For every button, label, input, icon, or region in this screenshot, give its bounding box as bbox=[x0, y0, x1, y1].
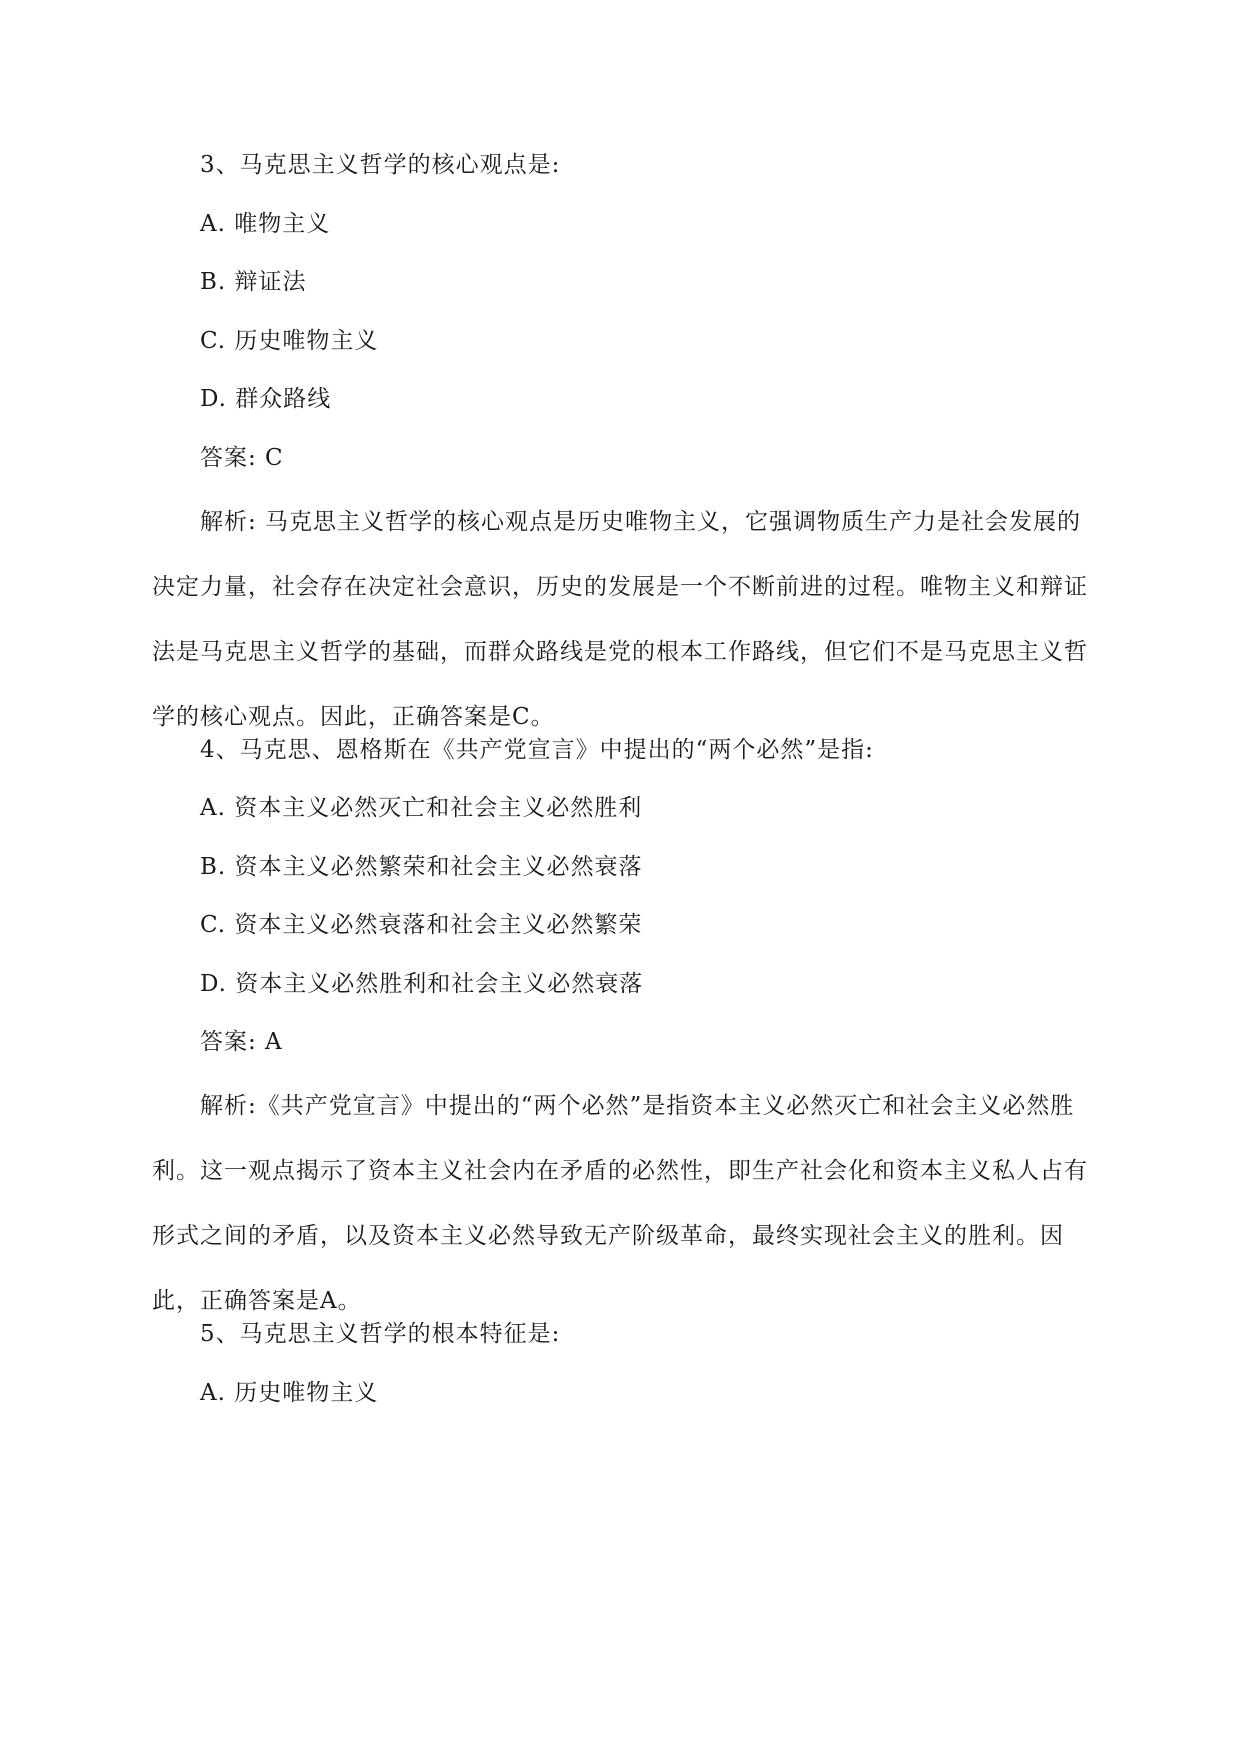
question-3-option-c: C. 历史唯物主义 bbox=[200, 328, 379, 354]
question-3-option-d: D. 群众路线 bbox=[200, 386, 332, 412]
question-4-option-c: C. 资本主义必然衰落和社会主义必然繁荣 bbox=[200, 912, 643, 938]
question-4-answer: 答案: A bbox=[200, 1029, 283, 1055]
question-4-option-d: D. 资本主义必然胜利和社会主义必然衰落 bbox=[200, 971, 644, 997]
question-3-option-b: B. 辩证法 bbox=[200, 269, 307, 295]
question-5-option-a: A. 历史唯物主义 bbox=[200, 1380, 379, 1406]
question-3-analysis bbox=[152, 490, 1088, 750]
question-4-analysis bbox=[152, 1074, 1088, 1334]
question-4-analysis-text: 解析:《共产党宣言》中提出的“两个必然”是指资本主义必然灭亡和社会主义必然胜利。这一观点揭示了资本主义社会内在矛盾的必然性，即生产社会化和资本主义私人占有形式之间的矛盾，以及资本主义必然导致无产阶级革命，最终实现社会主义的胜利。因此，正确答案是A。 bbox=[152, 1093, 1088, 1314]
question-4-option-a: A. 资本主义必然灭亡和社会主义必然胜利 bbox=[200, 795, 643, 821]
question-4-stem: 4、马克思、恩格斯在《共产党宣言》中提出的“两个必然”是指: bbox=[200, 737, 874, 763]
question-4-option-b: B. 资本主义必然繁荣和社会主义必然衰落 bbox=[200, 854, 643, 880]
question-3-analysis-text: 解析: 马克思主义哲学的核心观点是历史唯物主义，它强调物质生产力是社会发展的决定力量，社会存在决定社会意识，历史的发展是一个不断前进的过程。唯物主义和辩证法是马克思主义哲学的基础，而群众路线是党的根本工作路线，但它们不是马克思主义哲学的核心观点。因此，正确答案是C。 bbox=[152, 509, 1088, 730]
question-3-stem: 3、马克思主义哲学的核心观点是: bbox=[200, 152, 561, 178]
question-3-answer: 答案: C bbox=[200, 445, 284, 471]
question-3-option-a: A. 唯物主义 bbox=[200, 211, 331, 237]
question-5-stem: 5、马克思主义哲学的根本特征是: bbox=[200, 1321, 561, 1347]
